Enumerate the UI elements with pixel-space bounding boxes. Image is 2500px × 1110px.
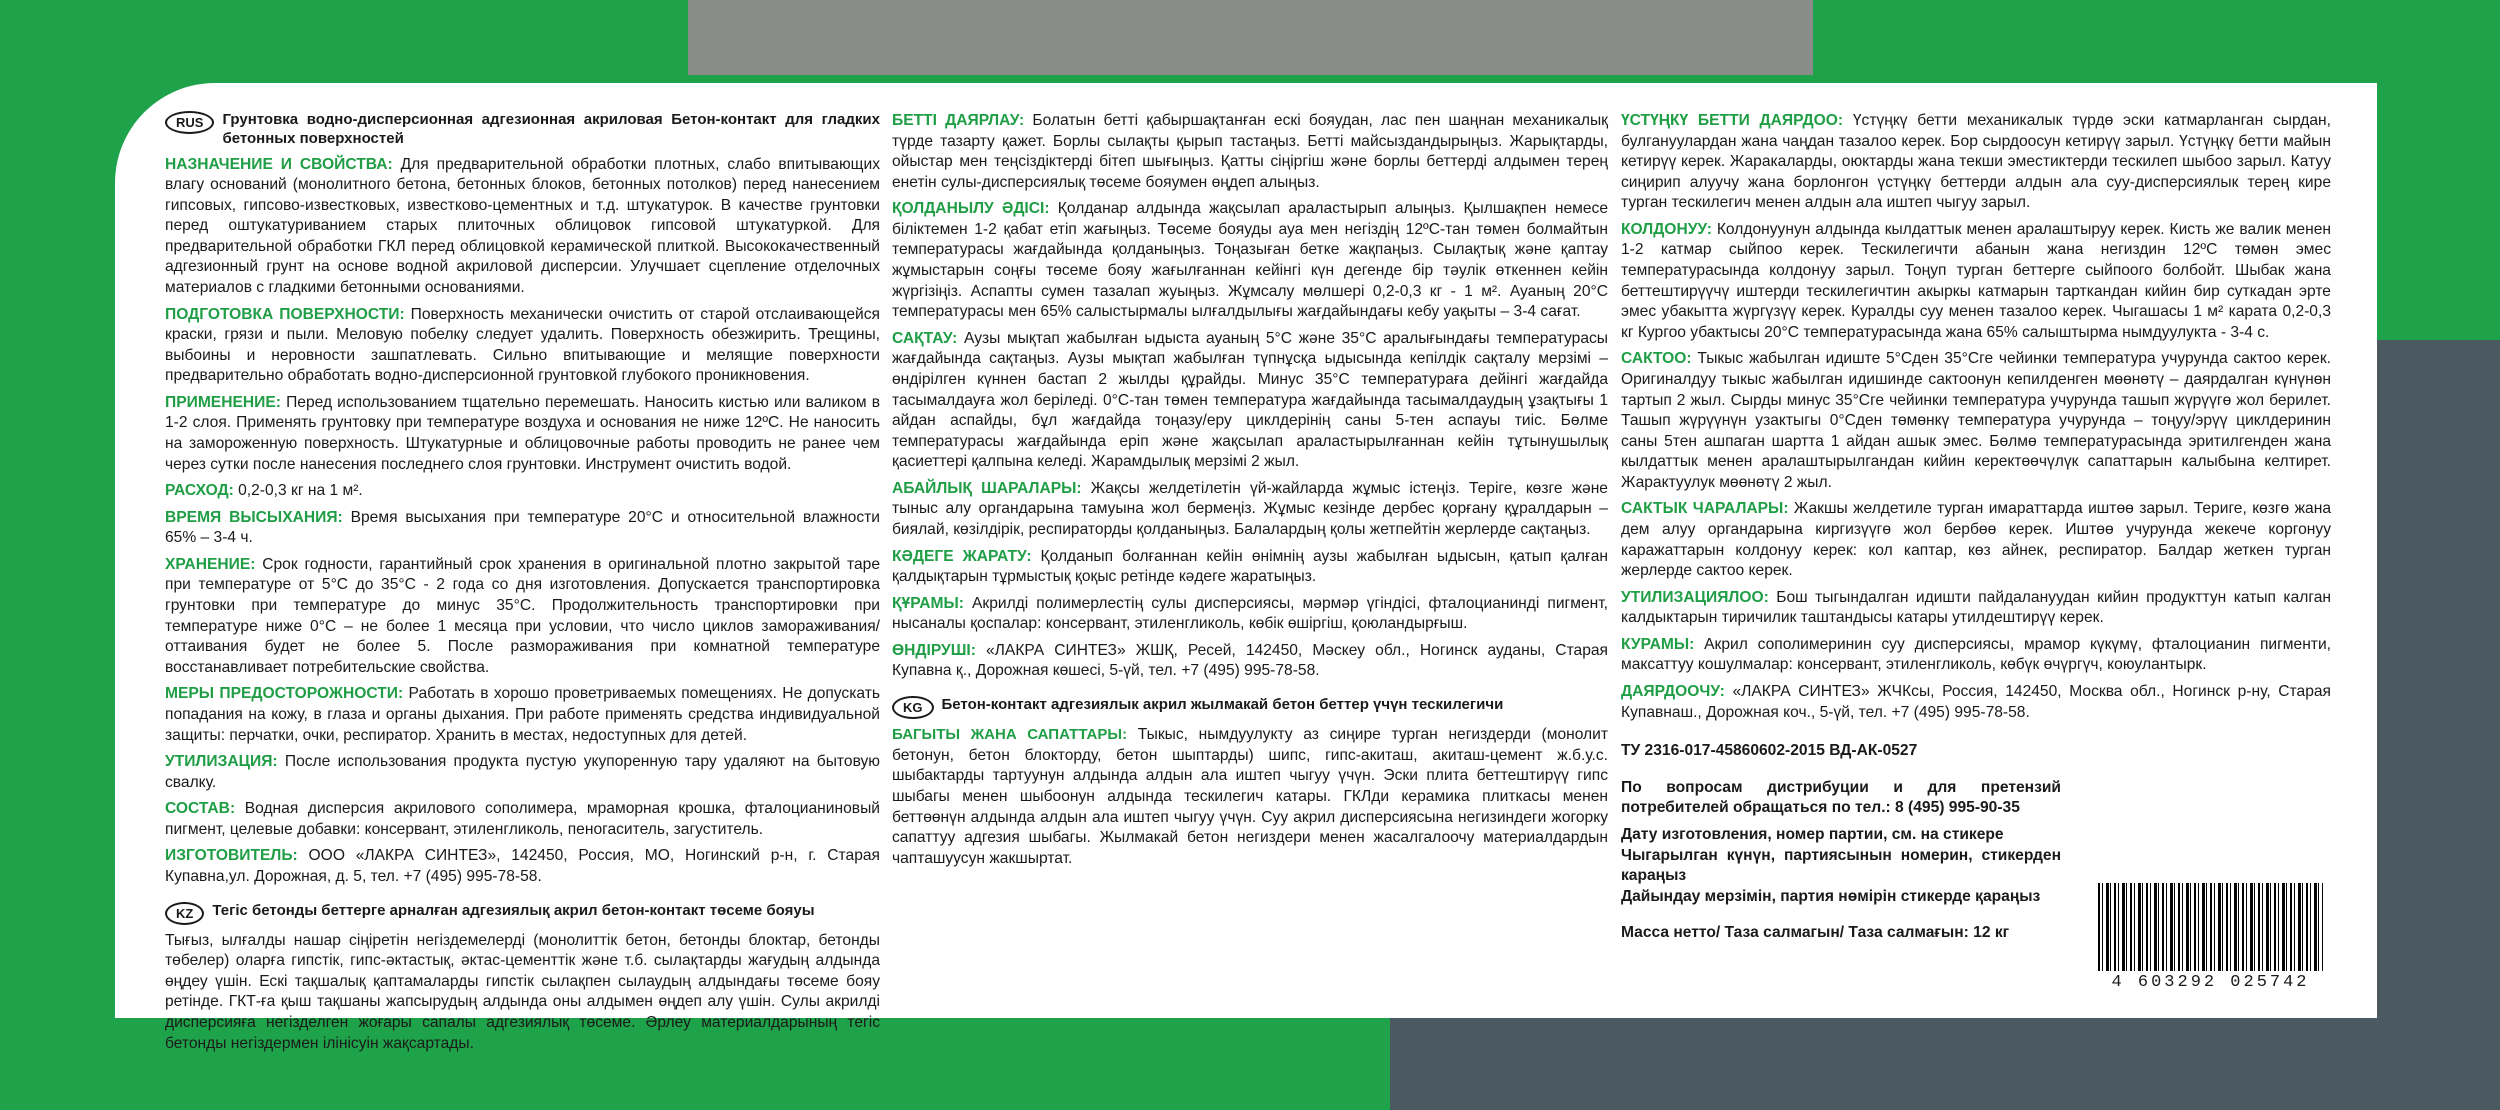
kg-section (1621, 682, 2331, 723)
kz-section (892, 329, 1608, 473)
kz-section-text: Аузы мықтап жабылған ыдыста ауаның 5°С және 35°С аралығындағы температурасы жағдайында сақтаңыз. Аузы мықтап жабылған түпнұсқа ыдысында кепілдік сақталу мерзімі – өндірілген күннен бастап 2 жылды құрайды. Минус 35°С температураға дейінгі жағдайда тасымалдауға жол беріледі. 0°С-тан төмен температура жағдайында тасымалдаудың ұзақтығы 1 айдан аспайды, бұл жағдайда тоңазу/еру циклдерінің саны 5-тен аспауы тиіс. Бөлме температурасы жағдайында еріп және жақсылап араластырылғаннан кейін тұтынушылық қасиеттері қалпына келеді. Жарамдылық мерзімі 2 жыл. (892, 329, 1608, 471)
kz-sections (892, 111, 1608, 682)
kg-section-text: Колдонуунун алдында кылдаттык менен аралаштыруу керек. Кисть же валик менен 1-2 катмар сыйпоо керек. Тескилегичти абанын жана негиздин 12ºС төмөн эмес температурасында колдонуу зарыл. Тоңуп турган беттерге сыйпоого болбойт. Шыбак жана беттештирүүчү иштерди тескилегичтин акыркы катмарын тарткандан кийин бир суткадан эрте эмес убакытта жүргүзүү керек. Куралды суу менен тазалоо керек. Чыгашасы 1 м² карата 0,2-0,3 кг Кургоо убактысы 20°С температурасында жана 65% салыштырма нымдуулукта - 3-4 с. (1621, 220, 2331, 341)
kg-section-text: Бош тыгындалган идишти пайдалануудан кийин продукттун катып калган калдыктарын тиричилик таштандысы катары утилдештирүү керек. (1621, 588, 2331, 627)
kg-badge: KG (892, 696, 934, 719)
kg-section-text: «ЛАКРА СИНТЕЗ» ЖЧКсы, Россия, 142450, Москва обл., Ногинск р-ну, Старая Купавнаш., Дорожная коч., 5-үй, тел. +7 (495) 995-78-58. (1621, 683, 2331, 721)
kg-subtitle: БАГЫТЫ ЖАНА САПАТТАРЫ: (892, 726, 1128, 744)
kz-section-heading: АБАЙЛЫҚ ШАРАЛАРЫ: (892, 479, 1082, 497)
kg-section-heading: САКТОО: (1621, 350, 1692, 368)
rus-badge: RUS (165, 111, 214, 134)
kg-sections (1621, 111, 2331, 723)
kz-section-text: Жақсы желдетілетін үй-жайларда жұмыс істеңіз. Теріге, көзге және тыныс алу органдарына тамуына жол бермеңіз. Жұмыс кезінде дербес қорғану құралдарын – биялай, көзілдірік, респираторды қолданыңыз. Балалардың қолы жетпейтін жерлерде сақтаңыз. (892, 479, 1608, 538)
rus-section-heading: ВРЕМЯ ВЫСЫХАНИЯ: (165, 508, 343, 526)
kz-section (892, 547, 1608, 588)
kz-section-text: Қолданар алдында жақсылап араластырып алыңыз. Қылшақпен немесе біліктемен 1-2 қабат етіп жағыңыз. Төсеме бояуды ауа мен негіздің 12ºС-тан төмен болмайтын температурасы жағдайында қолданыңыз. Тоңазыған бетке жақпаңыз. Сылақтық және қаптау жұмыстарын соңғы төсеме бояу жағылғаннан кейінгі күн дегенде бір тәулік өткеннен кейін жүргізіңіз. Аспапты сумен тазалап жуыңыз. Жұмсалу мөлшері 0,2-0,3 кг - 1 м². Ауаның 20°С температурасы мен 65% салыстырмалы ылғалдылығы жағдайындағы кебу уақыты – 3-4 сағат. (892, 200, 1608, 321)
rus-section-text: 0,2-0,3 кг на 1 м². (233, 482, 363, 500)
kz-section (892, 111, 1608, 193)
rus-section-text: Работать в хорошо проветриваемых помещениях. Не допускать попадания на кожу, в глаза и органы дыхания. При работе применять средства индивидуальной защиты: перчатки, очки, респиратор. Хранить в местах, недоступных для детей. (165, 685, 880, 744)
kz-intro: Тығыз, ылғалды нашар сіңіретін негіздемелерді (монолиттік бетон, бетонды блоктар, бетонды төбелер) оларға гипстік, гипс-әктастық, әктас-цементтік және т.б. сылақтарды жағудың алдында өңдеу үшін. Ескі тақшалық қаптамаларды гипстік сылақпен сылаудың алдындағы төсеме бояу ретінде. ГКТ-ға қыш тақшаны жапсырудың алдында оны алдымен өңдеп алу үшін. Сулы акрилді дисперсияға негізделген жоғары сапалы адгезиялық төсеме. Әрлеу материалдарының тегіс бетонды негіздермен ілінісуін жақсартады. (165, 931, 880, 1052)
kz-section-heading: ӨНДІРУШІ: (892, 641, 976, 659)
tu-code: ТУ 2316-017-45860602-2015 ВД-АК-0527 (1621, 742, 1918, 760)
kg-section (1621, 588, 2331, 629)
kz-section (892, 479, 1608, 541)
kg-section-text: Үстүңкү бетти механикалык түрдө эски катмарланган сырдан, булгануулардан жана чаңдан тазалоо керек. Бор сырдоосун кетирүү зарыл. Үстүңкү бетти майын кетирүү керек. Жаракаларды, оюктарды жана текши эместиктерди тескилеп шыбоо зарыл. Катуу сиңирип алуучу жана борлонгон үстүңкү беттерди алдын ала суу-дисперсиялык терең кире турган тескилегич менен алдын ала иштеп чыгуу зарыл. (1621, 112, 2331, 212)
kg-section-heading: КОЛДОНУУ: (1621, 220, 1712, 238)
kg-section (1621, 220, 2331, 343)
rus-section (165, 508, 880, 549)
kg-section-text: Жакшы желдетиле турган имараттарда иштөө зарыл. Териге, көзгө жана дем алуу органдарына киргизүүгө жол бербөө керек. Иштөө учурунда жекече коргонуу каражаттарын колдонуу керек: кол каптар, көз айнек, респиратор. Балдар жеткен турган жерлерде сактоо керек. (1621, 500, 2331, 580)
kg-section (1621, 635, 2331, 676)
column-kyrgyz (1621, 111, 2331, 950)
kg-section-text: Акрил сополимеринин суу дисперсиясы, мрамор күкүмү, фталоцианин пигменти, максаттуу кошулмалар: консервант, этиленгликоль, көбүк өчүргүч, коюулантырк. (1621, 635, 2331, 674)
rus-section (165, 684, 880, 746)
kz-header (165, 902, 880, 925)
rus-section (165, 846, 880, 887)
kz-section-heading: КӘДЕГЕ ЖАРАТУ: (892, 547, 1032, 565)
rus-section (165, 305, 880, 387)
rus-section-text: Для предварительной обработки плотных, слабо впитывающих влагу оснований (монолитного бетона, бетонных блоков, бетонных потолков) перед нанесением гипсовых, гипсово-известковых, известково-цементных и т.д. штукатурок. В качестве грунтовки перед оштукатуриванием старых плиточных облицовок гипсовой штукатуркой. Для предварительной обработки ГКЛ перед облицовкой керамической плиткой. Высококачественный адгезионный грунт на основе водной акриловой дисперсии. Улучшает сцепление отделочных материалов с гладкими бетонными основаниями. (165, 155, 880, 296)
rus-section-heading: ПОДГОТОВКА ПОВЕРХНОСТИ: (165, 305, 405, 323)
barcode-digits: 4 603292 025742 (2111, 973, 2310, 992)
kz-section-heading: ҚОЛДАНЫЛУ ӘДІСІ: (892, 200, 1050, 218)
rus-section-text: Время высыхания при температуре 20°С и относительной влажности 65% – 3-4 ч. (165, 508, 881, 547)
kg-section (1621, 111, 2331, 214)
rus-section-heading: СОСТАВ: (165, 800, 236, 818)
rus-section-text: Срок годности, гарантийный срок хранения в оригинальной плотно закрытой таре при температуре от 5°С до 35°С - 2 года со дня изготовления. Допускается транспортировка грунтовки при температуре до минус 35°С. Продолжительность транспортировки при температуре ниже 0°С – не более 1 месяца при условии, что число циклов замораживания/оттаивания будет не более 5. После размораживания при комнатной температуре восстанавливает потребительские свойства. (165, 555, 880, 676)
kz-section-text: Болатын бетті қабыршақтанған ескі бояудан, лас пен шаңнан механикалық түрде тазарту қажет. Борлы сылақты қырып тастаңыз. Бетті майсыздандырыңыз. Жарықтарды, ойыстар мен теңсіздіктерді бітеп шығыңыз. Қатты сіңіргіш және борлы беттерді алдымен терең енетін сулы-дисперсиялық төсеме бояумен өңдеп алыңыз. (892, 112, 1609, 191)
rus-section-heading: МЕРЫ ПРЕДОСТОРОЖНОСТИ: (165, 685, 404, 703)
kg-section (1621, 499, 2331, 581)
kg-section-heading: ҮСТҮҢКҮ БЕТТИ ДАЯРДОО: (1621, 112, 1844, 129)
top-gray-band (688, 0, 1813, 75)
kg-section-heading: ДАЯРДООЧУ: (1621, 683, 1725, 701)
rus-section (165, 481, 880, 502)
rus-section-text: Водная дисперсия акрилового сополимера, мраморная крошка, фталоцианиновый пигмент, целевые добавки: консервант, этиленгликоль, пеногаситель, загуститель. (165, 800, 880, 838)
rus-title: Грунтовка водно-дисперсионная адгезионная акриловая Бетон-контакт для гладких бетонных поверхностей (222, 111, 880, 147)
rus-section-heading: УТИЛИЗАЦИЯ: (165, 753, 278, 771)
rus-sections (165, 155, 880, 888)
kz-section-heading: БЕТТІ ДАЯРЛАУ: (892, 112, 1025, 129)
rus-section-heading: НАЗНАЧЕНИЕ И СВОЙСТВА: (165, 155, 393, 173)
rus-section (165, 752, 880, 793)
kz-section-text: Қолданып болғаннан кейін өнімнің аузы жабылған ыдысын, қатып қалған қалдықтарын тұрмыстық қоқыс ретінде кәдеге жаратыңыз. (892, 547, 1608, 586)
kg-section-heading: САКТЫК ЧАРАЛАРЫ: (1621, 500, 1789, 518)
rus-section-heading: РАСХОД: (165, 482, 234, 500)
rus-section (165, 799, 880, 840)
kg-section (1621, 349, 2331, 493)
net-mass: Масса нетто/ Таза салмагын/ Таза салмағын: 12 кг (1621, 924, 2010, 942)
rus-section (165, 393, 880, 475)
kg-intro-para (892, 725, 1608, 869)
kz-badge: KZ (165, 902, 204, 925)
label-panel (115, 83, 2377, 1052)
rus-section-heading: ПРИМЕНЕНИЕ: (165, 393, 281, 411)
kz-title: Тегіс бетонды беттерге арналған адгезиялық акрил бетон-контакт төсеме бояуы (212, 901, 815, 919)
rus-section-text: ООО «ЛАКРА СИНТЕЗ», 142450, Россия, МО, Ногинский р-н, г. Старая Купавна,ул. Дорожная, д. 5, тел. +7 (495) 995-78-58. (165, 847, 880, 885)
date-note-ru: Дату изготовления, номер партии, см. на стикере (1621, 825, 2004, 843)
rus-section-text: Поверхность механически очистить от старой отслаивающейся краски, грязи и пыли. Меловую побелку следует удалить. Поверхность обезжирить. Трещины, выбоины и неровности зашпатлевать. Сильно впитывающие и мелящие поверхности предварительно обработать водно-дисперсионной грунтовкой глубокого проникновения. (165, 305, 880, 385)
rus-section (165, 155, 880, 299)
kz-section (892, 641, 1608, 682)
barcode-bars (2098, 883, 2323, 971)
kg-section-heading: КУРАМЫ: (1621, 635, 1695, 653)
rus-section-heading: ХРАНЕНИЕ: (165, 555, 256, 573)
date-note-kz: Дайындау мерзімін, партия нөмірін стикерде қараңыз (1621, 887, 2041, 905)
column-russian (165, 111, 880, 1060)
barcode (2098, 883, 2323, 995)
rus-section-text: После использования продукта пустую укупоренную тару удаляют на бытовую свалку. (165, 753, 880, 791)
kz-section-heading: САҚТАУ: (892, 329, 958, 347)
rus-section-text: Перед использованием тщательно перемешать. Наносить кистью или валиком в 1-2 слоя. Применять грунтовку при температуре воздуха и основания не ниже 12ºС. Не наносить на замороженную поверхность. Штукатурные и облицовочные работы проводить не ранее чем через сутки после нанесения последнего слоя грунтовки. Инструмент очистить водой. (165, 393, 880, 473)
kz-section-text: Акрилді полимерлестің сулы дисперсиясы, мәрмәр үгіндісі, фталоцианинді пигмент, нысаналы қоспалар: консервант, этиленгликоль, көбік өшіргіш, қоюландырғыш. (892, 594, 1608, 633)
kg-intro: Тыкыс, нымдуулукту аз сиңире турган негиздерди (монолит бетонун, бетон блокторду, бетон шыптарды) шипс, гипс-акиташ, акиташ-цемент ж.б.у.с. шыбактарды тартуунун алдында алдын ала иштеп чыгуу үчүн. Эски плита беттештирүү гипс шыбагы менен шыбоонун алдында тескилегич катары. ГКЛди керамика плиткасы менен беттөөнүн алдында алдын ала иштеп чыгуу үчүн. Суу акрил дисперсиясына негизиндеги жогорку сапаттуу адгезия шыбагы. Жылмакай бетон негиздери менен жасалгалоочу материалдардын чапташуусун жакшыртат. (892, 726, 1609, 867)
kg-section-text: Тыкыс жабылган идиште 5°Сден 35°Сге чейинки температура учурунда сактоо керек. Оригиналдуу тыкыс жабылган идишинде сактоонун кепилденген мөөнөтү – даярдалган күнүнөн тартып 2 жыл. Сырды минус 35°Сге чейинки температура учурунда ташып жүрүүгө жол берилет. Ташып жүрүүнүн узактыгы 0°Сден төмөнкү температура учурунда – тоңуу/эрүү циклдеринин саны 5тен ашпаган шартта 1 айдан ашык эмес. Бөлмө температурасында эритилгенден жана кылдаттык менен аралаштырылгандан кийин керектөөчүлүк сапаттарын калыбына келтирет. Жарактуулук мөөнөтү 2 жыл. (1621, 350, 2331, 491)
column-kazakh (892, 111, 1608, 875)
kz-section-text: «ЛАКРА СИНТЕЗ» ЖШҚ, Ресей, 142450, Мәскеу обл., Ногинск ауданы, Старая Купавна қ., Дорожная көшесі, 5-үй, тел. +7 (495) 995-78-58. (892, 641, 1608, 680)
rus-section (165, 555, 880, 678)
kz-section (892, 199, 1608, 322)
kz-section (892, 594, 1608, 635)
date-note-kg: Чыгарылган күнүн, партиясынын номерин, стикерден караңыз (1621, 846, 2061, 885)
kz-section-heading: ҚҰРАМЫ: (892, 594, 964, 612)
kg-header (892, 696, 1608, 719)
rus-header (165, 111, 880, 149)
claims-contact: По вопросам дистрибуции и для претензий потребителей обращаться по тел.: 8 (495) 995-90-35 (1621, 778, 2061, 817)
kg-section-heading: УТИЛИЗАЦИЯЛОО: (1621, 588, 1769, 606)
rus-section-heading: ИЗГОТОВИТЕЛЬ: (165, 847, 298, 865)
kg-title: Бетон-контакт адгезиялык акрил жылмакай бетон беттер үчүн тескилегичи (941, 696, 1504, 714)
